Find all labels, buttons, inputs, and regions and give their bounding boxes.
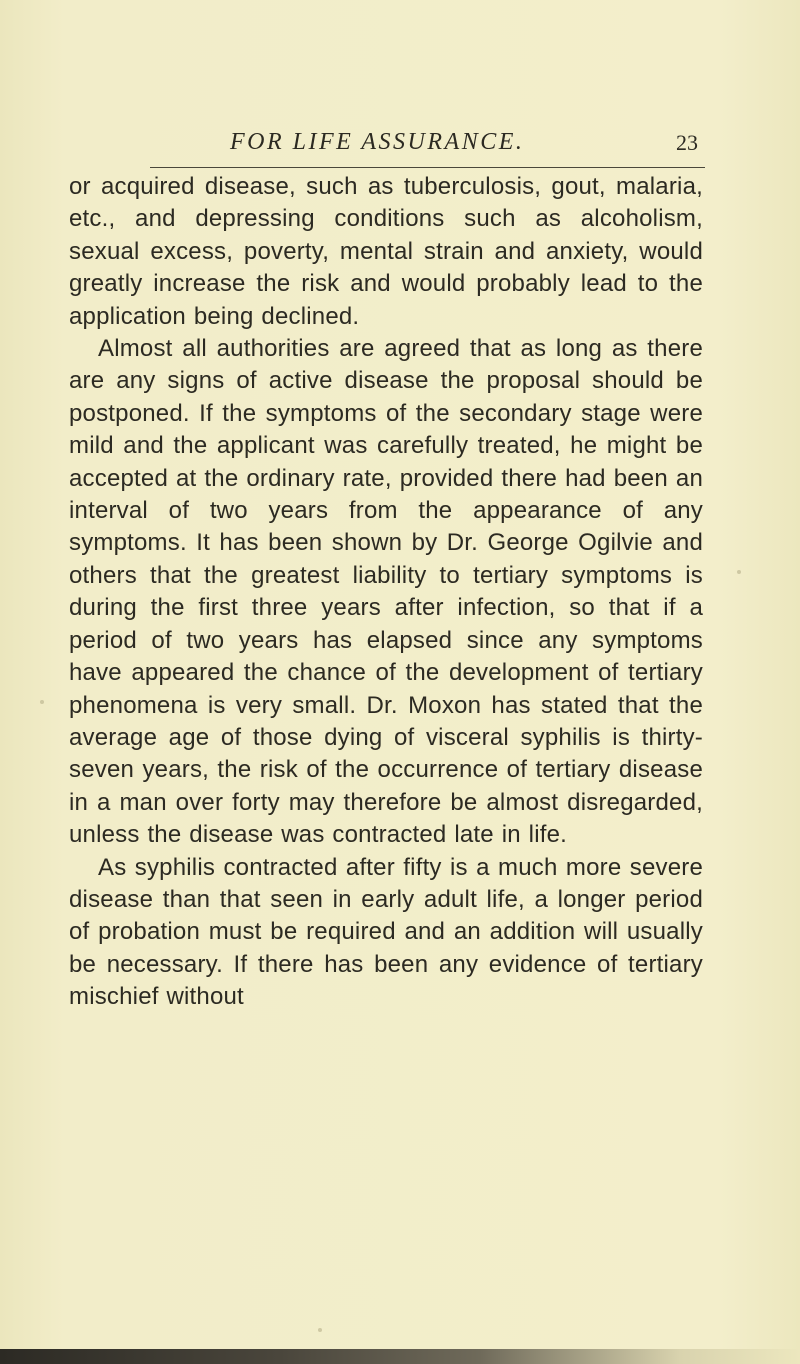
paper-speck — [40, 700, 44, 704]
paper-speck — [737, 570, 741, 574]
paragraph-2: Almost all authorities are agreed that as long as there are any signs of active disease the proposal should be postponed. If the symptoms of the secondary stage were mild and the applicant was carefully treated, he might be accepted at the ordinary rate, provided there had been an interval of two years from the appearance of any symptoms. It has been shown by Dr. George Ogilvie and others that the greatest liability to tertiary symptoms is during the first three years after infection, so that if a period of two years has elapsed since any symptoms have appeared the chance of the development of tertiary phenomena is very small. Dr. Moxon has stated that the average age of those dying of visceral syphilis is thirty-seven years, the risk of the occurrence of tertiary disease in a man over forty may therefore be almost disregarded, unless the disease was contracted late in life. — [69, 335, 703, 849]
running-head — [230, 129, 700, 161]
paragraph-1: or acquired disease, such as tuberculosis, gout, malaria, etc., and depressing conditions such as alcoholism, sexual excess, poverty, mental strain and anxiety, would greatly increase the risk and would probably lead to the application being declined. — [69, 173, 703, 330]
page-bottom-edge — [0, 1349, 800, 1364]
running-title: FOR LIFE ASSURANCE. — [230, 129, 525, 155]
header-rule — [150, 167, 705, 168]
paragraph-3: As syphilis contracted after fifty is a much more severe disease than that seen in early adult life, a longer period of probation must be required and an addition will usually be necessary. If there has been any evidence of tertiary mischief without — [69, 853, 703, 1011]
body-text — [69, 171, 703, 1014]
page-number: 23 — [676, 130, 698, 155]
paper-speck — [318, 1328, 322, 1332]
